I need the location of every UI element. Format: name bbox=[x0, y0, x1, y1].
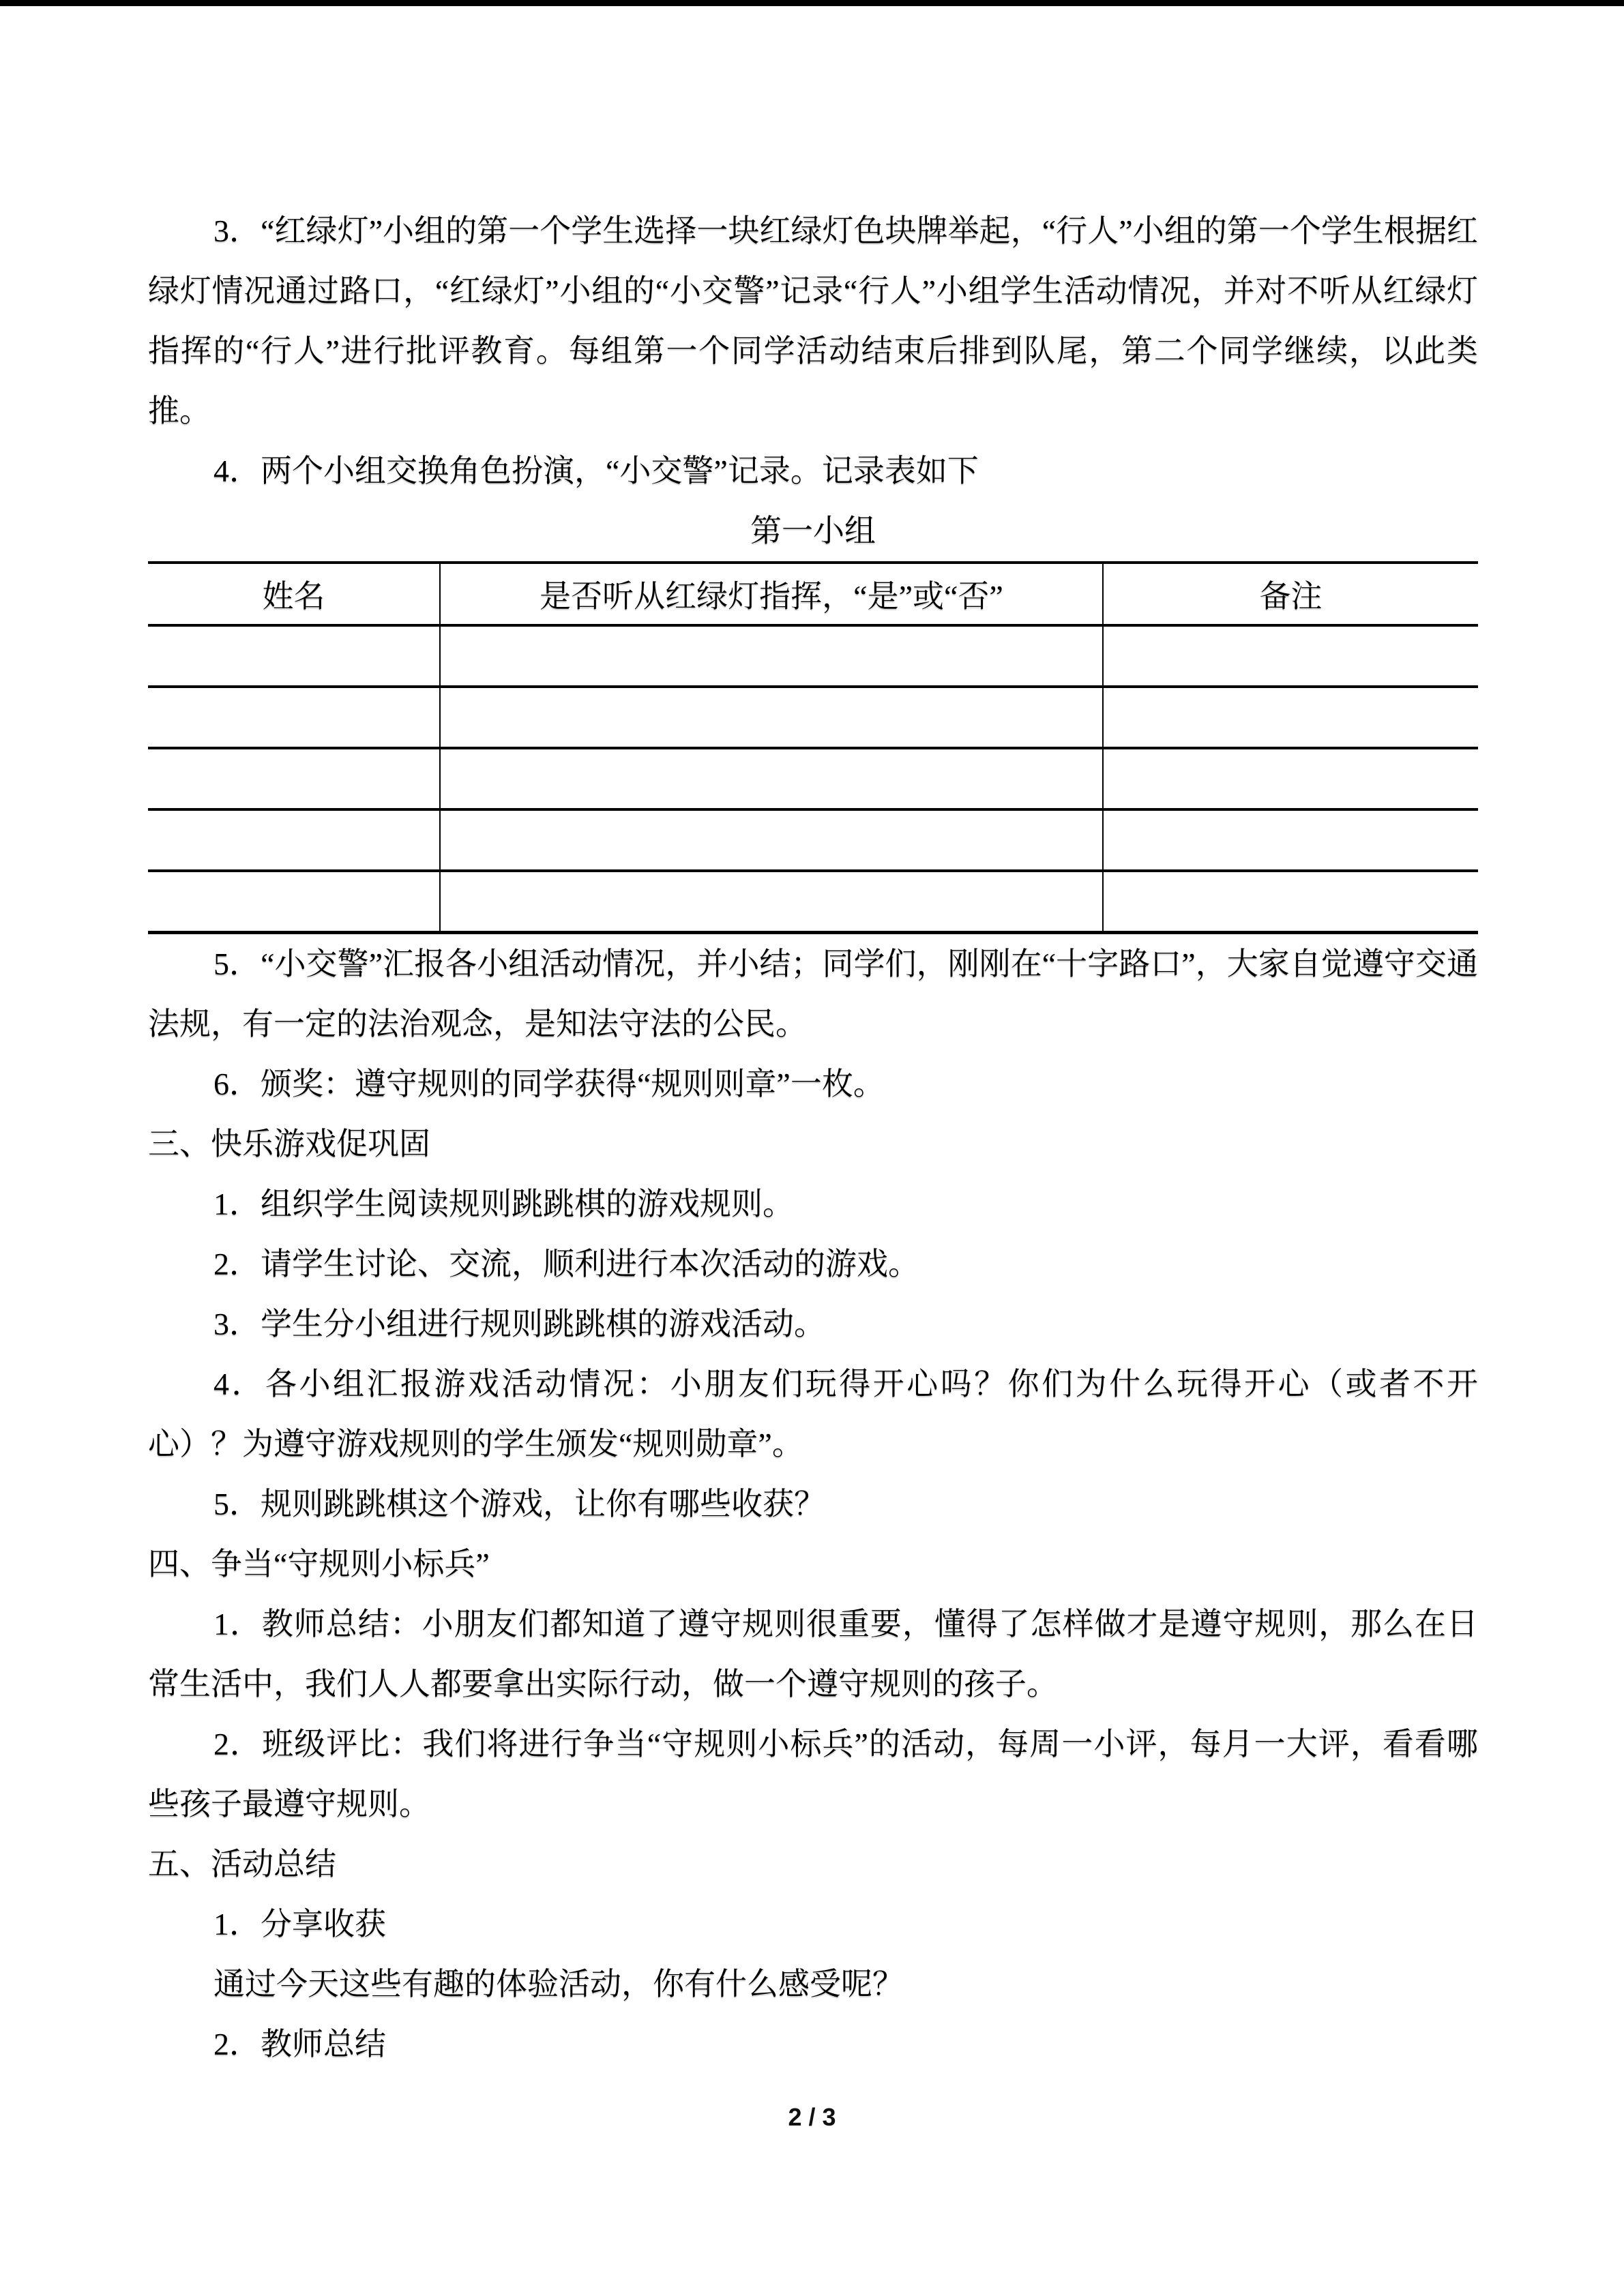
paragraph: 5．“小交警”汇报各小组活动情况，并小结；同学们，刚刚在“十字路口”，大家自觉遵守交通法规，有一定的法治观念，是知法守法的公民。 bbox=[148, 946, 1478, 1041]
page-top-edge bbox=[0, 0, 1624, 6]
paragraph: 3．学生分小组进行规则跳跳棋的游戏活动。 bbox=[213, 1307, 825, 1341]
empty-cell bbox=[440, 625, 1103, 687]
paragraph: 6．颁奖：遵守规则的同学获得“规则则章”一枚。 bbox=[213, 1067, 885, 1101]
table-row bbox=[148, 809, 1478, 871]
paragraph: 2．请学生讨论、交流，顺利进行本次活动的游戏。 bbox=[213, 1247, 919, 1281]
empty-cell bbox=[440, 809, 1103, 871]
empty-cell bbox=[440, 687, 1103, 748]
header-cell-remarks: 备注 bbox=[1103, 563, 1478, 625]
paragraph: 4．两个小组交换角色扮演，“小交警”记录。记录表如下 bbox=[213, 453, 979, 488]
table-header-row bbox=[148, 563, 1478, 625]
empty-cell bbox=[148, 748, 440, 809]
paragraph: 5．规则跳跳棋这个游戏，让你有哪些收获？ bbox=[213, 1487, 825, 1521]
paragraph: 1．分享收获 bbox=[213, 1907, 386, 1941]
empty-cell bbox=[1103, 809, 1478, 871]
record-table bbox=[148, 561, 1478, 934]
page-number: 2 / 3 bbox=[788, 2103, 836, 2131]
empty-cell bbox=[148, 625, 440, 687]
paragraph: 通过今天这些有趣的体验活动，你有什么感受呢？ bbox=[213, 1967, 904, 2001]
empty-cell bbox=[148, 809, 440, 871]
empty-cell bbox=[148, 871, 440, 933]
section-heading: 四、争当“守规则小标兵” bbox=[148, 1547, 490, 1581]
paragraph: 1．教师总结：小朋友们都知道了遵守规则很重要，懂得了怎样做才是遵守规则，那么在日常生活中，我们人人都要拿出实际行动，做一个遵守规则的孩子。 bbox=[148, 1607, 1478, 1701]
empty-cell bbox=[1103, 748, 1478, 809]
empty-cell bbox=[1103, 687, 1478, 748]
empty-cell bbox=[440, 871, 1103, 933]
empty-cell bbox=[1103, 871, 1478, 933]
paragraph: 2．班级评比：我们将进行争当“守规则小标兵”的活动，每周一小评，每月一大评，看看哪些孩子最遵守规则。 bbox=[148, 1727, 1478, 1821]
page-footer bbox=[0, 2095, 1624, 2140]
table-row bbox=[148, 687, 1478, 748]
paragraph: 4．各小组汇报游戏活动情况：小朋友们玩得开心吗？你们为什么玩得开心（或者不开心）？为遵守游戏规则的学生颁发“规则勋章”。 bbox=[148, 1367, 1478, 1461]
section-heading: 三、快乐游戏促巩固 bbox=[148, 1127, 430, 1161]
table-row bbox=[148, 625, 1478, 687]
empty-cell bbox=[440, 748, 1103, 809]
paragraph: 1．组织学生阅读规则跳跳棋的游戏规则。 bbox=[213, 1187, 794, 1221]
paragraph: 3．“红绿灯”小组的第一个学生选择一块红绿灯色块牌举起，“行人”小组的第一个学生根据红绿灯情况通过路口，“红绿灯”小组的“小交警”记录“行人”小组学生活动情况，并对不听从红绿灯指挥的“行人”进行批评教育。每组第一个同学活动结束后排到队尾，第二个同学继续，以此类推。 bbox=[148, 213, 1478, 428]
section-heading: 五、活动总结 bbox=[148, 1847, 336, 1881]
empty-cell bbox=[1103, 625, 1478, 687]
header-cell-name: 姓名 bbox=[262, 579, 325, 614]
table-row bbox=[148, 748, 1478, 809]
empty-cell bbox=[148, 687, 440, 748]
document-content bbox=[148, 201, 1478, 2074]
table-caption: 第一小组 bbox=[750, 513, 876, 548]
table-row bbox=[148, 871, 1478, 933]
header-cell-compliance: 是否听从红绿灯指挥，“是”或“否” bbox=[440, 563, 1103, 625]
paragraph: 2．教师总结 bbox=[213, 2027, 386, 2061]
